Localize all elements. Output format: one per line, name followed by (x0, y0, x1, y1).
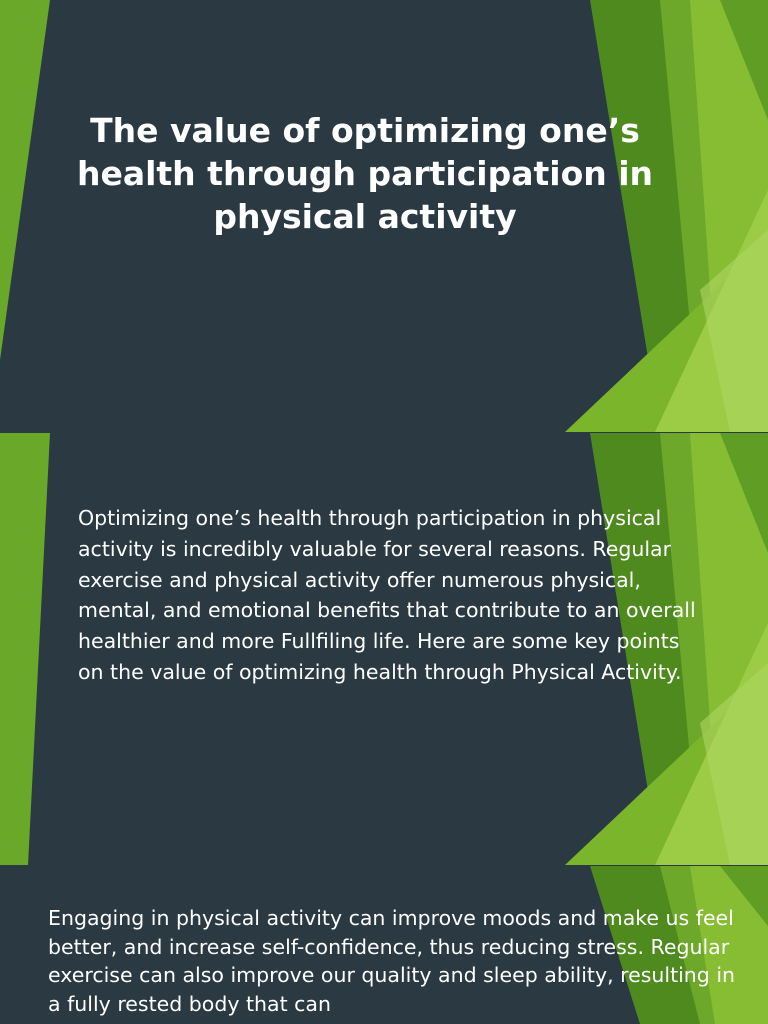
slide-intro (0, 433, 768, 865)
slide-benefits (0, 866, 768, 1024)
slide-title-text: The value of optimizing one’s health through participation in physical activity (76, 111, 654, 236)
benefits-paragraph: Engaging in physical activity can improve moods and make us feel better, and increase self-confidence, thus reducing stress. Regular exercise can also improve our quality and sleep ability, resulting in a fully rested body that can (48, 906, 736, 1017)
intro-paragraph: Optimizing one’s health through participation in physical activity is incredibly valuable for several reasons. Regular exercise and physical activity offer numerous physical, mental, and emotional benefits that contribute to an overall healthier and more Fullfiling life. Here are some key points on the value of optimizing health through Physical Activity. (78, 506, 696, 684)
slide-title (0, 0, 768, 432)
